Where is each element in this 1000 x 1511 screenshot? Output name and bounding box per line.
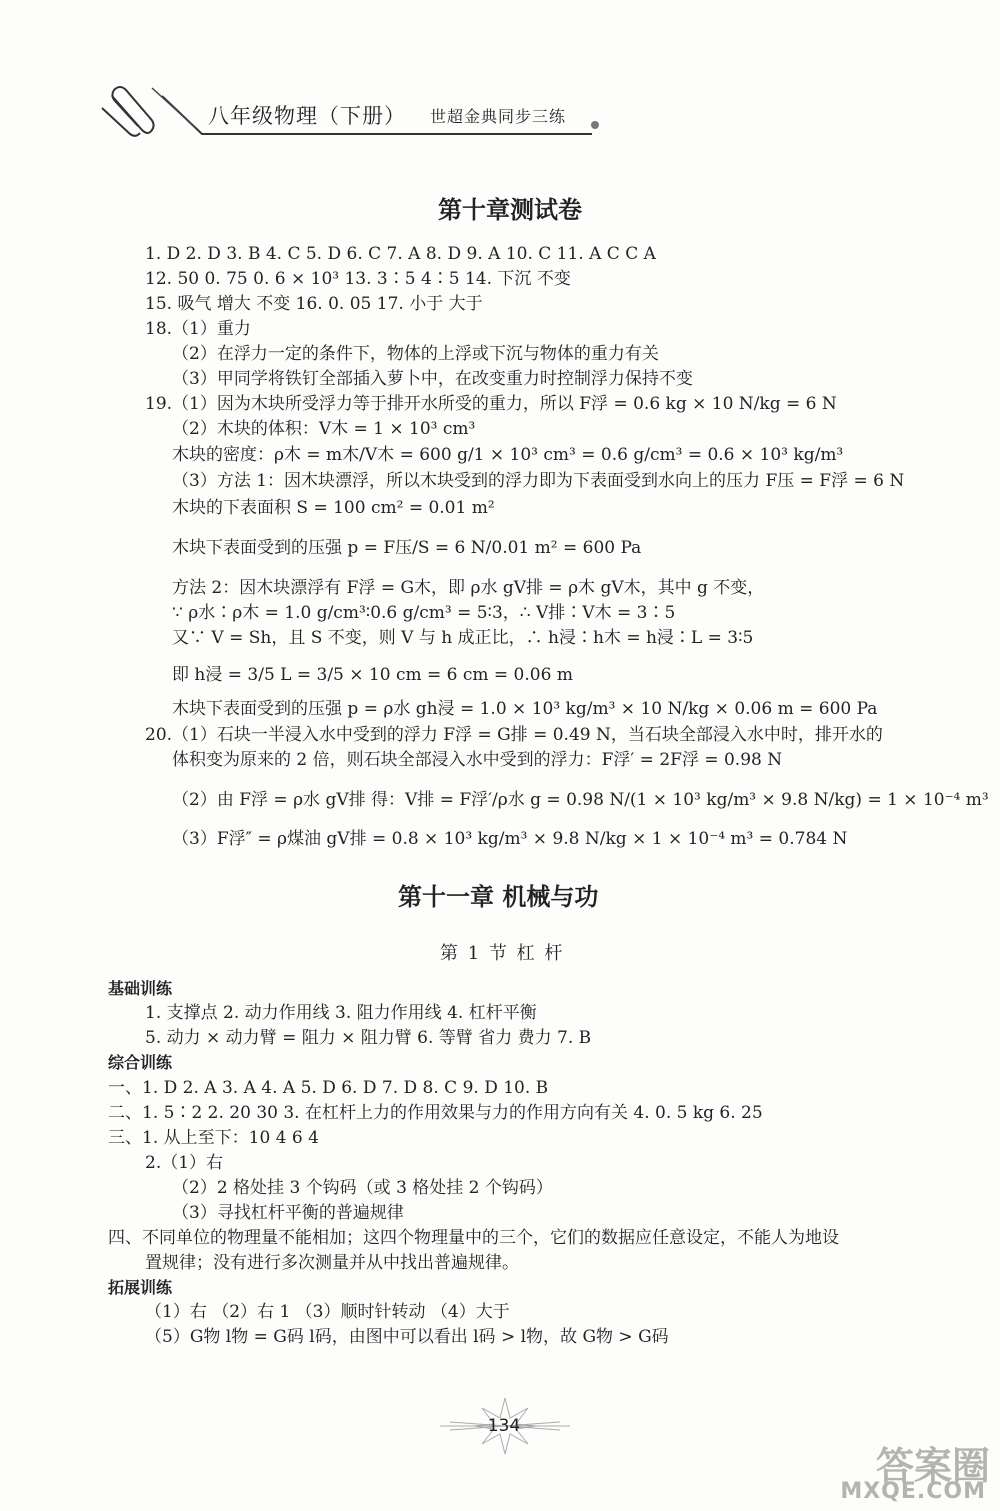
answer-line: 三、1. 从上至下：10 4 6 4: [108, 1128, 319, 1148]
chapter11-title: 第十一章 机械与功: [398, 882, 599, 911]
answer-line: 1. 支撑点 2. 动力作用线 3. 阻力作用线 4. 杠杆平衡: [145, 1003, 537, 1023]
series-name: 世超金典同步三练: [430, 107, 567, 126]
answer-line: （2）木块的体积：V木 = 1 × 10³ cm³: [172, 419, 476, 439]
answer-line: （2）由 F浮 = ρ水 gV排 得：V排 = F浮′/ρ水 g = 0.98 N/(1 × 10³ kg/m³ × 9.8 N/kg) = 1 × 10⁻⁴ m³: [172, 790, 989, 810]
answer-line: （3）F浮″ = ρ煤油 gV排 = 0.8 × 10³ kg/m³ × 9.8 N/kg × 1 × 10⁻⁴ m³ = 0.784 N: [172, 829, 848, 849]
watermark-logo-text: 答案圈: [875, 1444, 990, 1488]
page-number: 134: [487, 1416, 521, 1436]
answer-line: 5. 动力 × 动力臂 = 阻力 × 阻力臂 6. 等臂 省力 费力 7. B: [145, 1028, 592, 1048]
answer-line: （3）甲同学将铁钉全部插入萝卜中，在改变重力时控制浮力保持不变: [172, 369, 693, 389]
header-dot-icon: [591, 121, 599, 129]
answer-line: 又∵ V = Sh，且 S 不变，则 V 与 h 成正比，∴ h浸∶h木 = h浸∶L = 3∶5: [172, 628, 754, 648]
answer-line: 置规律；没有进行多次测量并从中找出普遍规律。: [145, 1253, 519, 1273]
answer-line: 四、不同单位的物理量不能相加；这四个物理量中的三个，它们的数据应任意设定，不能人为地设: [108, 1228, 839, 1248]
answer-line: （2）2 格处挂 3 个钩码（或 3 格处挂 2 个钩码）: [172, 1178, 553, 1198]
book-title: 八年级物理（下册）: [208, 104, 406, 128]
answer-line: 18.（1）重力: [145, 319, 251, 339]
subsection-heading: 基础训练: [108, 979, 173, 998]
answer-line: 二、1. 5∶2 2. 20 30 3. 在杠杆上力的作用效果与力的作用方向有关 4. 0. 5 kg 6. 25: [108, 1103, 763, 1123]
answer-line: （1）右 （2）右 1 （3）顺时针转动 （4）大于: [145, 1302, 510, 1322]
answer-line: 方法 2：因木块漂浮有 F浮 = G木，即 ρ水 gV排 = ρ木 gV木，其中 g 不变，: [172, 578, 765, 598]
answer-line: 一、1. D 2. A 3. A 4. A 5. D 6. D 7. D 8. C 9. D 10. B: [108, 1078, 549, 1098]
answer-line: （3）方法 1：因木块漂浮，所以木块受到的浮力即为下表面受到水向上的压力 F压 = F浮 = 6 N: [172, 471, 905, 491]
answer-line: 木块下表面受到的压强 p = ρ水 gh浸 = 1.0 × 10³ kg/m³ × 10 N/kg × 0.06 m = 600 Pa: [172, 699, 878, 719]
answer-line: 19.（1）因为木块所受浮力等于排开水所受的重力，所以 F浮 = 0.6 kg × 10 N/kg = 6 N: [145, 394, 837, 414]
answer-line: （5）G物 l物 = G码 l码，由图中可以看出 l码 > l物，故 G物 > G码: [145, 1327, 669, 1347]
subsection-heading: 拓展训练: [108, 1278, 173, 1297]
watermark: [826, 1435, 996, 1505]
watermark-url: MXQE.COM: [840, 1479, 986, 1504]
answer-line: ∵ ρ水∶ρ木 = 1.0 g/cm³∶0.6 g/cm³ = 5∶3，∴ V排∶V木 = 3∶5: [172, 603, 676, 623]
answer-line: 20.（1）石块一半浸入水中受到的浮力 F浮 = G排 = 0.49 N，当石块全部浸入水中时，排开水的: [145, 725, 883, 745]
answer-line: 1. D 2. D 3. B 4. C 5. D 6. C 7. A 8. D 9. A 10. C 11. A C C A: [145, 244, 656, 264]
answer-line: 15. 吸气 增大 不变 16. 0. 05 17. 小于 大于: [145, 294, 483, 314]
section-title: 第 1 节 杠 杆: [440, 943, 565, 964]
chapter10-title: 第十章测试卷: [438, 195, 582, 224]
answer-line: 木块的密度：ρ木 = m木/V木 = 600 g/1 × 10³ cm³ = 0.6 g/cm³ = 0.6 × 10³ kg/m³: [172, 445, 844, 465]
answer-line: （3）寻找杠杆平衡的普遍规律: [172, 1203, 404, 1223]
answer-line: 木块下表面受到的压强 p = F压/S = 6 N/0.01 m² = 600 Pa: [172, 538, 642, 558]
answer-line: 2.（1）右: [145, 1153, 224, 1173]
answer-line: 12. 50 0. 75 0. 6 × 10³ 13. 3∶5 4∶5 14. 下沉 不变: [145, 269, 571, 289]
answer-line: 体积变为原来的 2 倍，则石块全部浸入水中受到的浮力：F浮′ = 2F浮 = 0.98 N: [172, 750, 783, 770]
answer-line: （2）在浮力一定的条件下，物体的上浮或下沉与物体的重力有关: [172, 344, 659, 364]
answer-line: 即 h浸 = 3/5 L = 3/5 × 10 cm = 6 cm = 0.06 m: [172, 665, 573, 685]
answer-line: 木块的下表面积 S = 100 cm² = 0.01 m²: [172, 498, 495, 518]
subsection-heading: 综合训练: [108, 1053, 173, 1072]
